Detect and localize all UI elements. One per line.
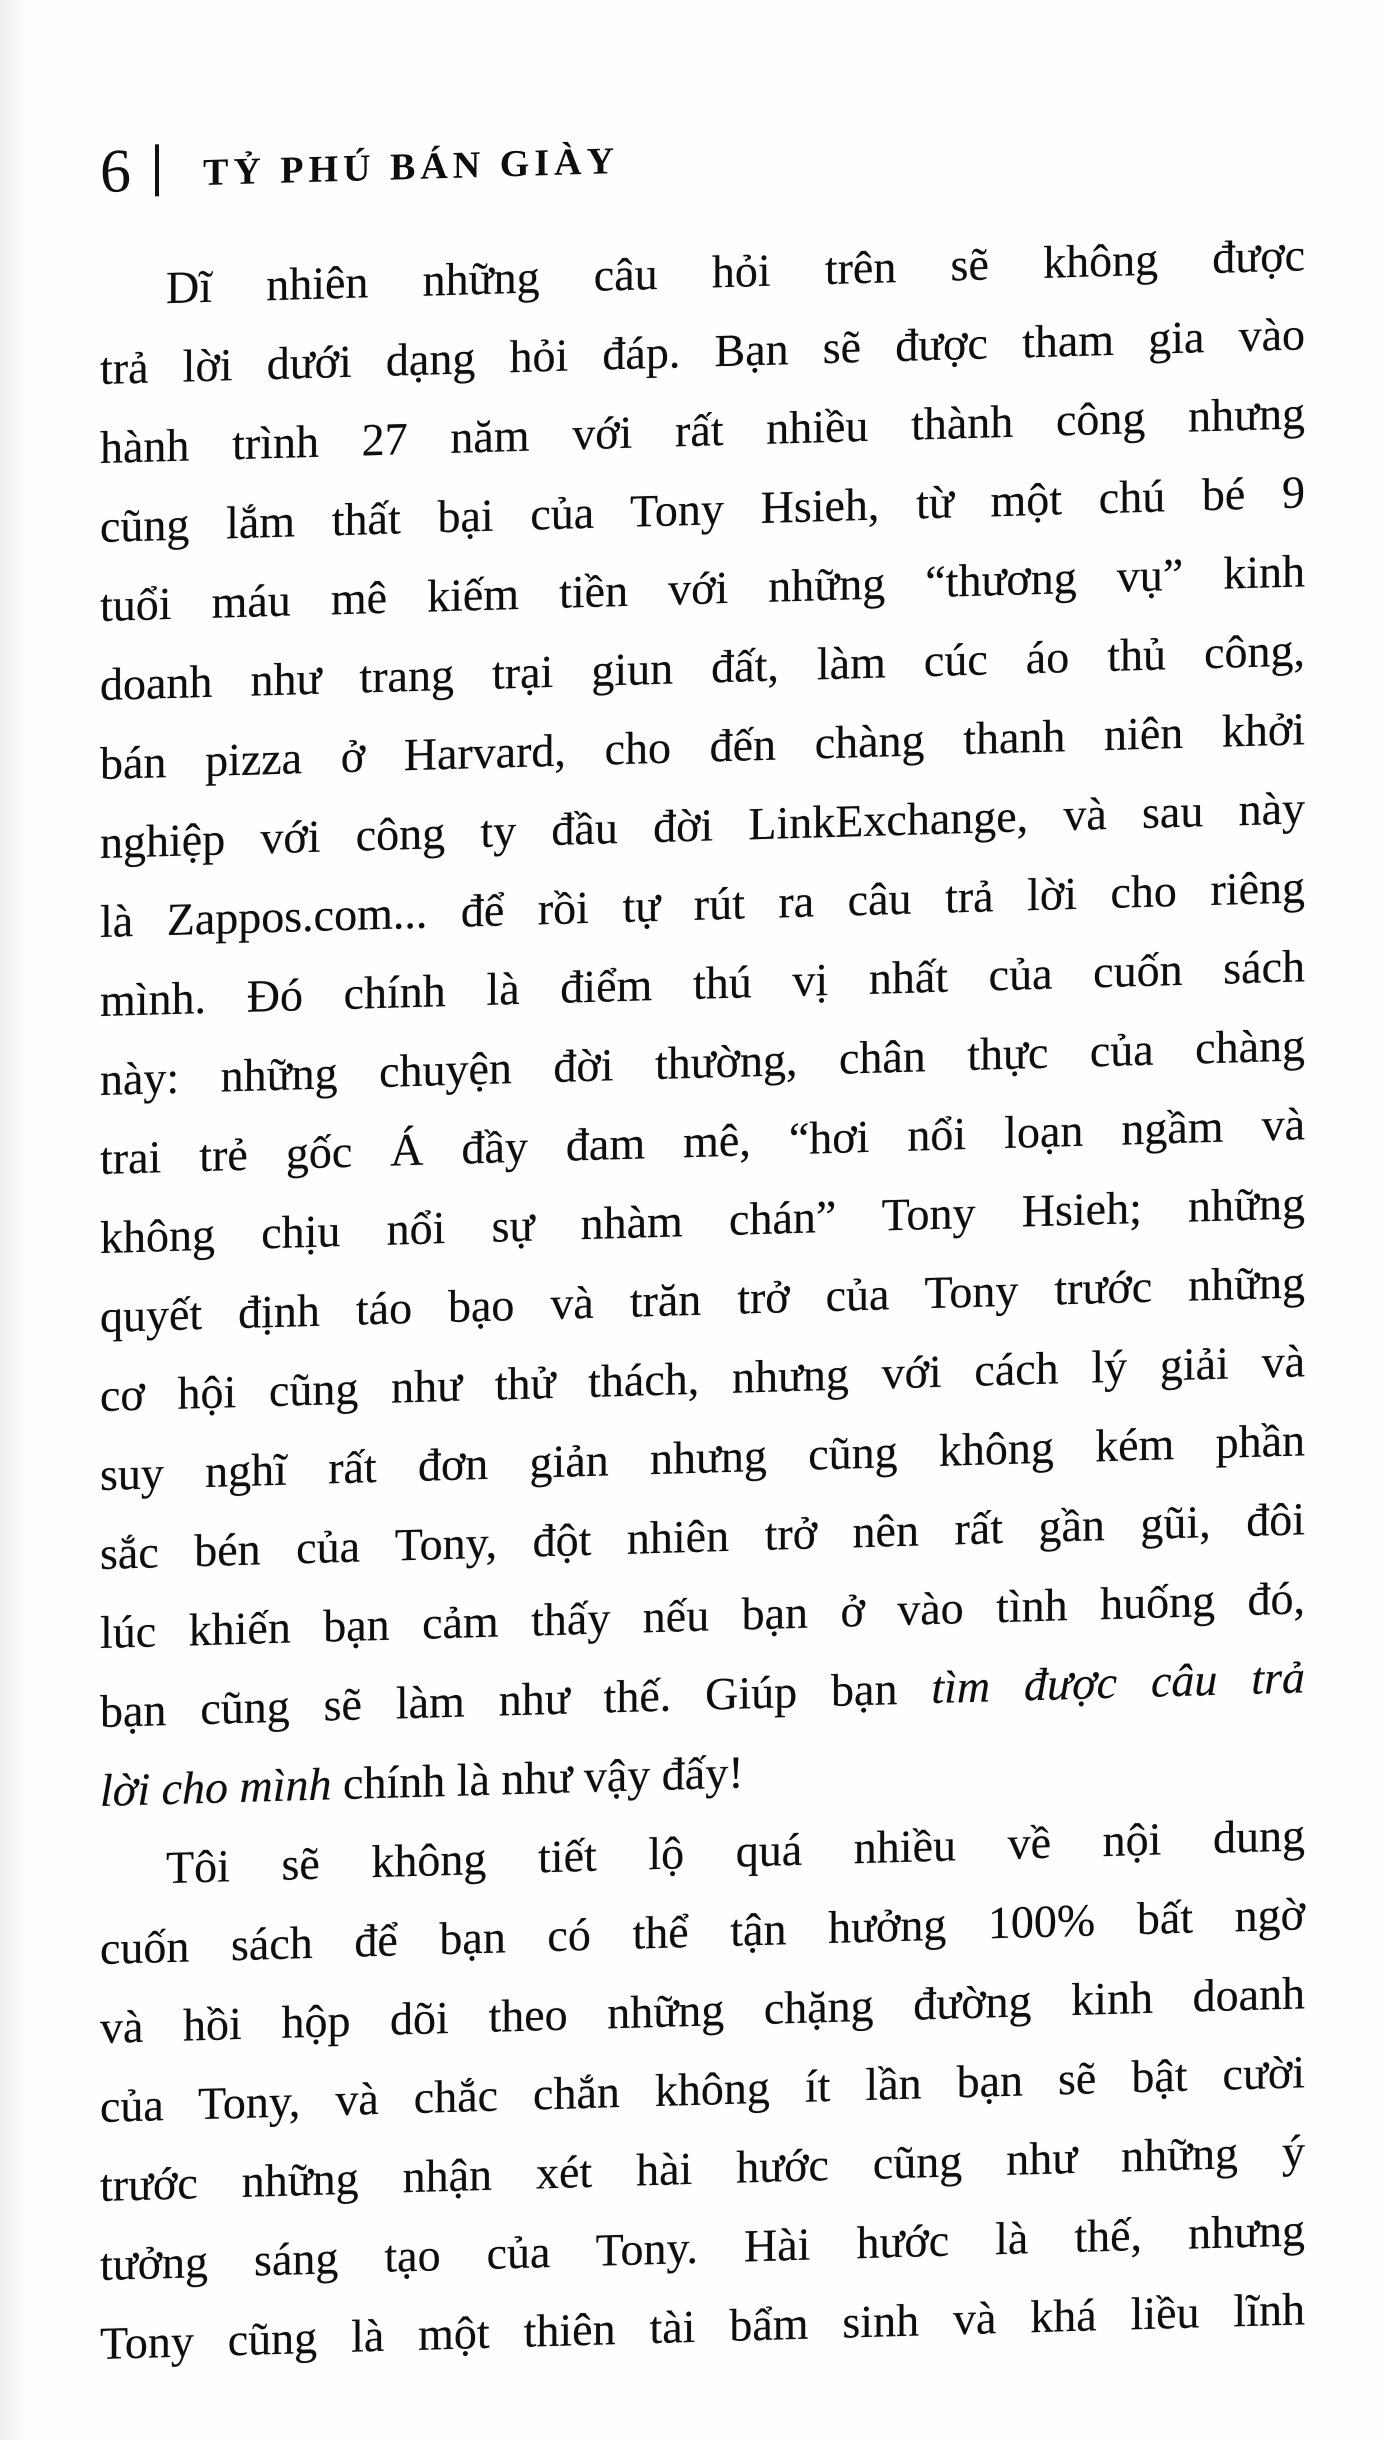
text-run: trai trẻ gốc Á đầy đam mê, “hơi nổi loạn ngầm và xyxy=(100,1098,1305,1184)
text-run: trả lời dưới dạng hỏi đáp. Bạn sẽ được tham gia vào xyxy=(100,308,1305,394)
text-run: của Tony, và chắc chắn không ít lần bạn sẽ bật cười xyxy=(100,2046,1305,2132)
text-run: tưởng sáng tạo của Tony. Hài hước là thế, nhưng xyxy=(100,2204,1305,2290)
text-run: Tony cũng là một thiên tài bẩm sinh và khá liều lĩnh xyxy=(100,2283,1305,2369)
text-run: này: những chuyện đời thường, chân thực của chàng xyxy=(100,1019,1305,1105)
text-run: chính là như vậy đấy! xyxy=(331,1746,744,1810)
text-run: Dĩ nhiên những câu hỏi trên sẽ không được xyxy=(166,229,1305,314)
text-run: cũng lắm thất bại của Tony Hsieh, từ một chú bé 9 xyxy=(100,466,1305,552)
text-run: quyết định táo bạo và trăn trở của Tony trước những xyxy=(100,1256,1305,1342)
scan-edge-shadow xyxy=(0,0,26,2440)
book-title: TỶ PHÚ BÁN GIÀY xyxy=(203,140,619,195)
text-run: hành trình 27 năm với rất nhiều thành công nhưng xyxy=(100,387,1305,473)
italic-text-run: lời cho mình xyxy=(100,1758,332,1816)
text-run: mình. Đó chính là điểm thú vị nhất của cuốn sách xyxy=(100,940,1305,1026)
header-divider-bar xyxy=(155,144,159,196)
page-header xyxy=(100,103,1305,206)
text-run: cơ hội cũng như thử thách, nhưng với cách lý giải và xyxy=(100,1335,1305,1421)
text-run: sắc bén của Tony, đột nhiên trở nên rất gần gũi, đôi xyxy=(100,1493,1305,1579)
text-run: nghiệp với công ty đầu đời LinkExchange, và sau này xyxy=(100,782,1305,868)
text-run: lúc khiến bạn cảm thấy nếu bạn ở vào tình huống đó, xyxy=(100,1572,1305,1658)
text-run: tuổi máu mê kiếm tiền với những “thương vụ” kinh xyxy=(100,545,1305,631)
text-run: bạn cũng sẽ làm như thế. Giúp bạn xyxy=(100,1662,932,1737)
text-run: doanh như trang trại giun đất, làm cúc áo thủ công, xyxy=(100,624,1305,710)
page-number: 6 xyxy=(100,137,131,206)
italic-text-run: tìm được câu trả xyxy=(931,1651,1305,1714)
body-text xyxy=(100,215,1305,2383)
text-run: trước những nhận xét hài hước cũng như những ý xyxy=(100,2125,1305,2211)
text-run: Tôi sẽ không tiết lộ quá nhiều về nội dung xyxy=(166,1809,1305,1894)
text-run: bán pizza ở Harvard, cho đến chàng thanh niên khởi xyxy=(100,703,1305,789)
text-run: không chịu nổi sự nhàm chán” Tony Hsieh; những xyxy=(100,1177,1305,1263)
page-content xyxy=(100,103,1305,2383)
text-run: và hồi hộp dõi theo những chặng đường kinh doanh xyxy=(100,1967,1305,2053)
text-run: suy nghĩ rất đơn giản nhưng cũng không kém phần xyxy=(100,1414,1305,1500)
text-run: là Zappos.com... để rồi tự rút ra câu trả lời cho riêng xyxy=(100,861,1305,947)
text-run: cuốn sách để bạn có thể tận hưởng 100% bất ngờ xyxy=(100,1888,1305,1974)
